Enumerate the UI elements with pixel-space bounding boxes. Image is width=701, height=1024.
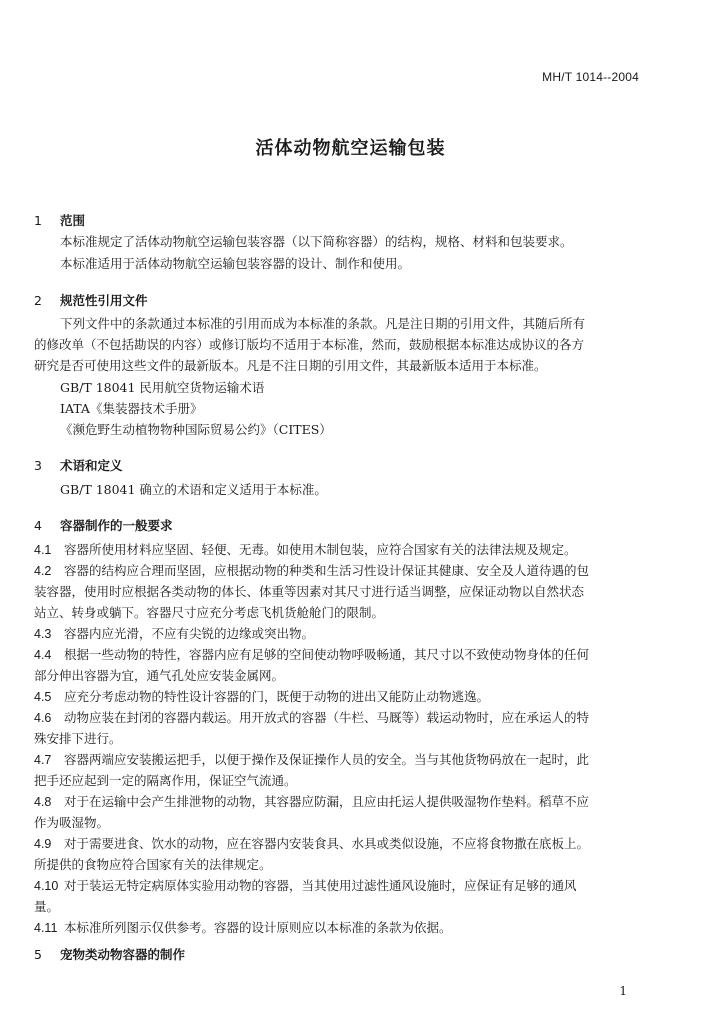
paragraph-line: 下列文件中的条款通过本标准的引用而成为本标准的条款。凡是注日期的引用文件，其随后所有 [60, 316, 586, 331]
clause-text: 应充分考虑动物的特性设计容器的门，既便于动物的进出又能防止动物逃逸。 [64, 689, 490, 704]
clause-number: 4.7 [34, 753, 52, 767]
clause-4-7 [34, 752, 589, 768]
section-heading-4 [34, 516, 173, 534]
clause-text-continued: 装容器，使用时应根据各类动物的体长、体重等因素对其尺寸进行适当调整，应保证动物以自然状态 [34, 584, 585, 599]
section-title: 范围 [60, 213, 86, 228]
clause-number: 4.9 [34, 837, 52, 851]
clause-text-continued: 作为吸湿物。 [34, 815, 110, 830]
section-number: 1 [34, 213, 42, 228]
clause-number: 4.1 [34, 543, 52, 557]
section-title: 术语和定义 [60, 458, 123, 473]
standard-code: MH/T 1014--2004 [542, 70, 639, 84]
clause-4-10 [34, 878, 577, 894]
section-heading-5 [34, 945, 185, 963]
clause-number: 4.11 [34, 921, 58, 935]
section-number: 3 [34, 458, 42, 473]
clause-4-5 [34, 689, 489, 705]
paragraph-line: GB/T 18041 确立的术语和定义适用于本标准。 [60, 482, 327, 497]
section-number: 2 [34, 293, 42, 308]
page-number: 1 [619, 984, 627, 998]
section-title: 规范性引用文件 [60, 293, 148, 308]
section-number: 4 [34, 518, 42, 533]
clause-text-continued: 殊安排下进行。 [34, 731, 122, 746]
document-title: 活体动物航空运输包装 [255, 138, 446, 159]
clause-text: 容器所使用材料应坚固、轻便、无毒。如使用木制包装，应符合国家有关的法律法规及规定。 [64, 542, 577, 557]
clause-text: 动物应装在封闭的容器内载运。用开放式的容器（牛栏、马厩等）载运动物时，应在承运人的特 [64, 710, 590, 725]
clause-text-continued: 把手还应起到一定的隔离作用，保证空气流通。 [34, 773, 297, 788]
paragraph-line: 本标准适用于活体动物航空运输包装容器的设计、制作和使用。 [60, 256, 411, 271]
section-number: 5 [34, 947, 42, 962]
section-heading-3 [34, 456, 123, 474]
clause-text: 对于装运无特定病原体实验用动物的容器，当其使用过滤性通风设施时，应保证有足够的通风 [64, 878, 577, 893]
clause-text-continued: 部分伸出容器为宜，通气孔处应安装金属网。 [34, 668, 285, 683]
clause-4-1 [34, 542, 577, 558]
clause-4-3 [34, 626, 314, 642]
clause-text-continued: 所提供的食物应符合国家有关的法律规定。 [34, 857, 272, 872]
section-heading-1 [34, 211, 85, 229]
clause-4-6 [34, 710, 589, 726]
clause-text: 对于在运输中会产生排泄物的动物，其容器应防漏，且应由托运人提供吸湿物作垫料。稻草不应 [64, 794, 590, 809]
reference-item: 《濒危野生动植物物种国际贸易公约》（CITES） [60, 422, 332, 437]
clause-4-4 [34, 647, 589, 663]
clause-4-2 [34, 563, 589, 579]
section-heading-2 [34, 291, 148, 309]
clause-text: 根据一些动物的特性，容器内应有足够的空间使动物呼吸畅通，其尺寸以不致使动物身体的任何 [64, 647, 590, 662]
paragraph-line: 本标准规定了活体动物航空运输包装容器（以下简称容器）的结构，规格、材料和包装要求。 [60, 234, 573, 249]
clause-number: 4.3 [34, 627, 52, 641]
clause-number: 4.4 [34, 648, 52, 662]
clause-text: 容器两端应安装搬运把手，以便于操作及保证操作人员的安全。当与其他货物码放在一起时，此 [64, 752, 590, 767]
section-title: 宠物类动物容器的制作 [60, 947, 186, 962]
reference-item: GB/T 18041 民用航空货物运输术语 [60, 380, 265, 395]
clause-number: 4.5 [34, 690, 52, 704]
clause-4-9 [34, 836, 589, 852]
clause-text: 本标准所列图示仅供参考。容器的设计原则应以本标准的条款为依据。 [64, 920, 452, 935]
clause-text: 对于需要进食、饮水的动物，应在容器内安装食具、水具或类似设施，不应将食物撒在底板上。 [64, 836, 590, 851]
clause-4-11 [34, 920, 452, 936]
clause-4-8 [34, 794, 589, 810]
reference-item: IATA《集装器技术手册》 [60, 401, 203, 416]
section-title: 容器制作的一般要求 [60, 518, 173, 533]
clause-number: 4.8 [34, 795, 52, 809]
clause-text-continued: 量。 [34, 899, 60, 914]
clause-text: 容器的结构应合理而坚固，应根据动物的种类和生活习性设计保证其健康、安全及人道待遇的包 [64, 563, 590, 578]
clause-text: 容器内应光滑，不应有尖锐的边缘或突出物。 [64, 626, 315, 641]
clause-number: 4.6 [34, 711, 52, 725]
clause-text-continued: 站立、转身或躺下。容器尺寸应充分考虑飞机货舱舱门的限制。 [34, 605, 385, 620]
clause-number: 4.2 [34, 564, 52, 578]
paragraph-line: 的修改单（不包括勘误的内容）或修订版均不适用于本标准，然而，鼓励根据本标准达成协议的各方 [34, 337, 585, 352]
clause-number: 4.10 [34, 879, 59, 893]
paragraph-line: 研究是否可使用这些文件的最新版本。凡是不注日期的引用文件，其最新版本适用于本标准。 [34, 358, 547, 373]
